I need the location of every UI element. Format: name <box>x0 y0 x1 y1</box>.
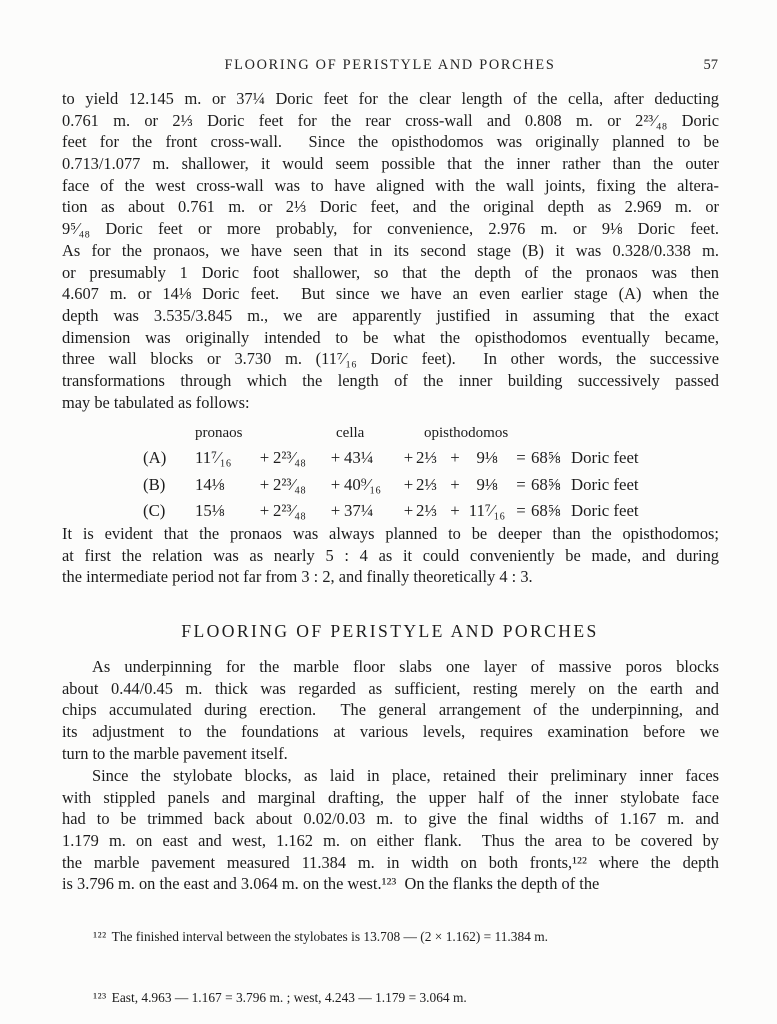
plus-sign: + <box>330 501 341 521</box>
rear-wall-value: 2²³⁄₄₈ <box>273 448 306 467</box>
plus-sign: + <box>403 474 414 494</box>
text-line: about 0.44/0.45 m. thick was regarded as sufficient, resting merely on the earth and <box>62 678 719 698</box>
front-wall-value: 2⅓ <box>416 501 437 521</box>
text-line: the intermediate period not far from 3 : 2, and finally theoretically 4 : 3. <box>62 567 533 587</box>
row-label: (A) <box>143 448 167 467</box>
footnote-marker: ¹²² <box>93 928 107 944</box>
text-line: 1.179 m. on east and west, 1.162 m. on either flank. Thus the area to be covered by <box>62 831 719 851</box>
text-line: the marble pavement measured 11.384 m. in width on both fronts,¹²² where the depth <box>62 852 719 872</box>
opisthodomos-value: 11⁷⁄₁₆ <box>468 501 506 521</box>
running-head-title: FLOORING OF PERISTYLE AND PORCHES <box>224 57 556 73</box>
text-line: turn to the marble pavement itself. <box>62 743 288 763</box>
pronaos-value: 14⅛ <box>195 474 225 494</box>
plus-sign: + <box>450 501 460 521</box>
text-line: It is evident that the pronaos was always planned to be deeper than the opisthodomos; <box>62 524 719 543</box>
plus-sign: + <box>450 474 460 494</box>
plus-sign: + <box>330 474 341 494</box>
text-line: with stippled panels and marginal drafting, the upper half of the inner stylobate face <box>62 787 719 807</box>
cella-value: 40⁹⁄₁₆ <box>344 474 382 494</box>
footnote-123 <box>62 968 719 1024</box>
equals-sign: = <box>516 474 526 494</box>
page-header <box>62 57 718 74</box>
plus-sign: + <box>259 448 270 467</box>
plus-sign: + <box>330 448 341 467</box>
opisthodomos-value: 9⅛ <box>476 474 498 494</box>
paragraph-cella-dimensions <box>62 88 719 413</box>
section-heading: FLOORING OF PERISTYLE AND PORCHES <box>181 621 599 641</box>
equation-row-c <box>62 498 719 525</box>
text-line: chips accumulated during erection. The general arrangement of the underpinning, and <box>62 700 719 720</box>
row-label: (B) <box>143 474 166 494</box>
text-line: to yield 12.145 m. or 37¼ Doric feet for the clear length of the cella, after deducting <box>62 89 719 108</box>
unit-label: Doric feet <box>571 501 639 521</box>
pronaos-value: 11⁷⁄₁₆ <box>195 448 232 467</box>
text-line: at first the relation was as nearly 5 : 4 as it could conveniently be made, and during <box>62 545 719 565</box>
tabulation-header-row <box>62 421 719 445</box>
total-value: 68⅝ <box>531 501 561 521</box>
rear-wall-value: 2²³⁄₄₈ <box>273 474 306 494</box>
equals-sign: = <box>516 501 526 521</box>
column-header-opisthodomos: opisthodomos <box>424 425 509 441</box>
footnote-122 <box>62 906 719 968</box>
front-wall-value: 2⅓ <box>416 448 437 467</box>
equation-row-b <box>62 472 719 499</box>
text-line: transformations through which the length of the inner building successively passed <box>62 370 719 390</box>
text-line: 4.607 m. or 14⅛ Doric feet. But since we have an even earlier stage (A) when the <box>62 284 719 304</box>
footnote-text: The finished interval between the stylobates is 13.708 — (2 × 1.162) = 11.384 m. <box>111 928 548 944</box>
paragraph-stylobate <box>62 765 719 895</box>
equation-row-a <box>62 445 719 472</box>
cella-value: 37¼ <box>344 501 374 521</box>
column-header-cella: cella <box>336 425 365 441</box>
opisthodomos-value: 9⅛ <box>476 448 498 467</box>
paragraph-underpinning <box>62 656 719 764</box>
plus-sign: + <box>259 474 270 494</box>
text-line: As for the pronaos, we have seen that in its second stage (B) it was 0.328/0.338 m. <box>62 240 719 260</box>
page-number: 57 <box>703 57 718 73</box>
text-line: tion as about 0.761 m. or 2⅓ Doric feet, and the original depth as 2.969 m. or <box>62 197 719 217</box>
text-line: 9⁵⁄₄₈ Doric feet or more probably, for convenience, 2.976 m. or 9⅛ Doric feet. <box>62 219 719 239</box>
cella-value: 43¼ <box>344 448 374 467</box>
unit-label: Doric feet <box>571 474 639 494</box>
text-line: may be tabulated as follows: <box>62 392 250 412</box>
plus-sign: + <box>450 448 460 467</box>
footnotes <box>62 906 719 1024</box>
pronaos-value: 15⅛ <box>195 501 225 521</box>
front-wall-value: 2⅓ <box>416 474 437 494</box>
footnote-marker: ¹²³ <box>93 990 107 1006</box>
text-line: 0.713/1.077 m. shallower, it would seem possible that the inner rather than the outer <box>62 154 719 174</box>
rear-wall-value: 2²³⁄₄₈ <box>273 501 306 521</box>
text-line: had to be trimmed back about 0.02/0.03 m. to give the final widths of 1.167 m. and <box>62 809 719 829</box>
text-line: three wall blocks or 3.730 m. (11⁷⁄₁₆ Doric feet). In other words, the successive <box>62 349 719 369</box>
column-header-pronaos: pronaos <box>195 425 243 441</box>
paragraph-proportions <box>62 523 719 588</box>
text-line: dimension was originally intended to be what the opisthodomos eventually became, <box>62 327 719 347</box>
text-line: or presumably 1 Doric foot shallower, so that the depth of the pronaos was then <box>62 262 719 282</box>
tabulation-table <box>62 421 719 525</box>
unit-label: Doric feet <box>571 448 639 467</box>
text-line: As underpinning for the marble floor slabs one layer of massive poros blocks <box>92 657 719 676</box>
text-line: face of the west cross-wall was to have aligned with the wall joints, fixing the altera- <box>62 175 719 195</box>
total-value: 68⅝ <box>531 448 561 467</box>
plus-sign: + <box>403 501 414 521</box>
text-line: feet for the front cross-wall. Since the opisthodomos was originally planned to be <box>62 132 719 152</box>
text-line: depth was 3.535/3.845 m., we are apparently justified in assuming that the exact <box>62 305 719 325</box>
footnote-text: East, 4.963 — 1.167 = 3.796 m. ; west, 4.243 — 1.179 = 3.064 m. <box>111 990 467 1006</box>
total-value: 68⅝ <box>531 474 561 494</box>
plus-sign: + <box>403 448 414 467</box>
equals-sign: = <box>516 448 526 467</box>
plus-sign: + <box>259 501 270 521</box>
text-line: its adjustment to the foundations at various levels, requires examination before we <box>62 722 719 742</box>
row-label: (C) <box>143 501 166 521</box>
text-line: is 3.796 m. on the east and 3.064 m. on the west.¹²³ On the flanks the depth of the <box>62 874 600 894</box>
text-line: 0.761 m. or 2⅓ Doric feet for the rear cross-wall and 0.808 m. or 2²³⁄₄₈ Doric <box>62 110 719 130</box>
text-line: Since the stylobate blocks, as laid in place, retained their preliminary inner faces <box>92 766 719 785</box>
